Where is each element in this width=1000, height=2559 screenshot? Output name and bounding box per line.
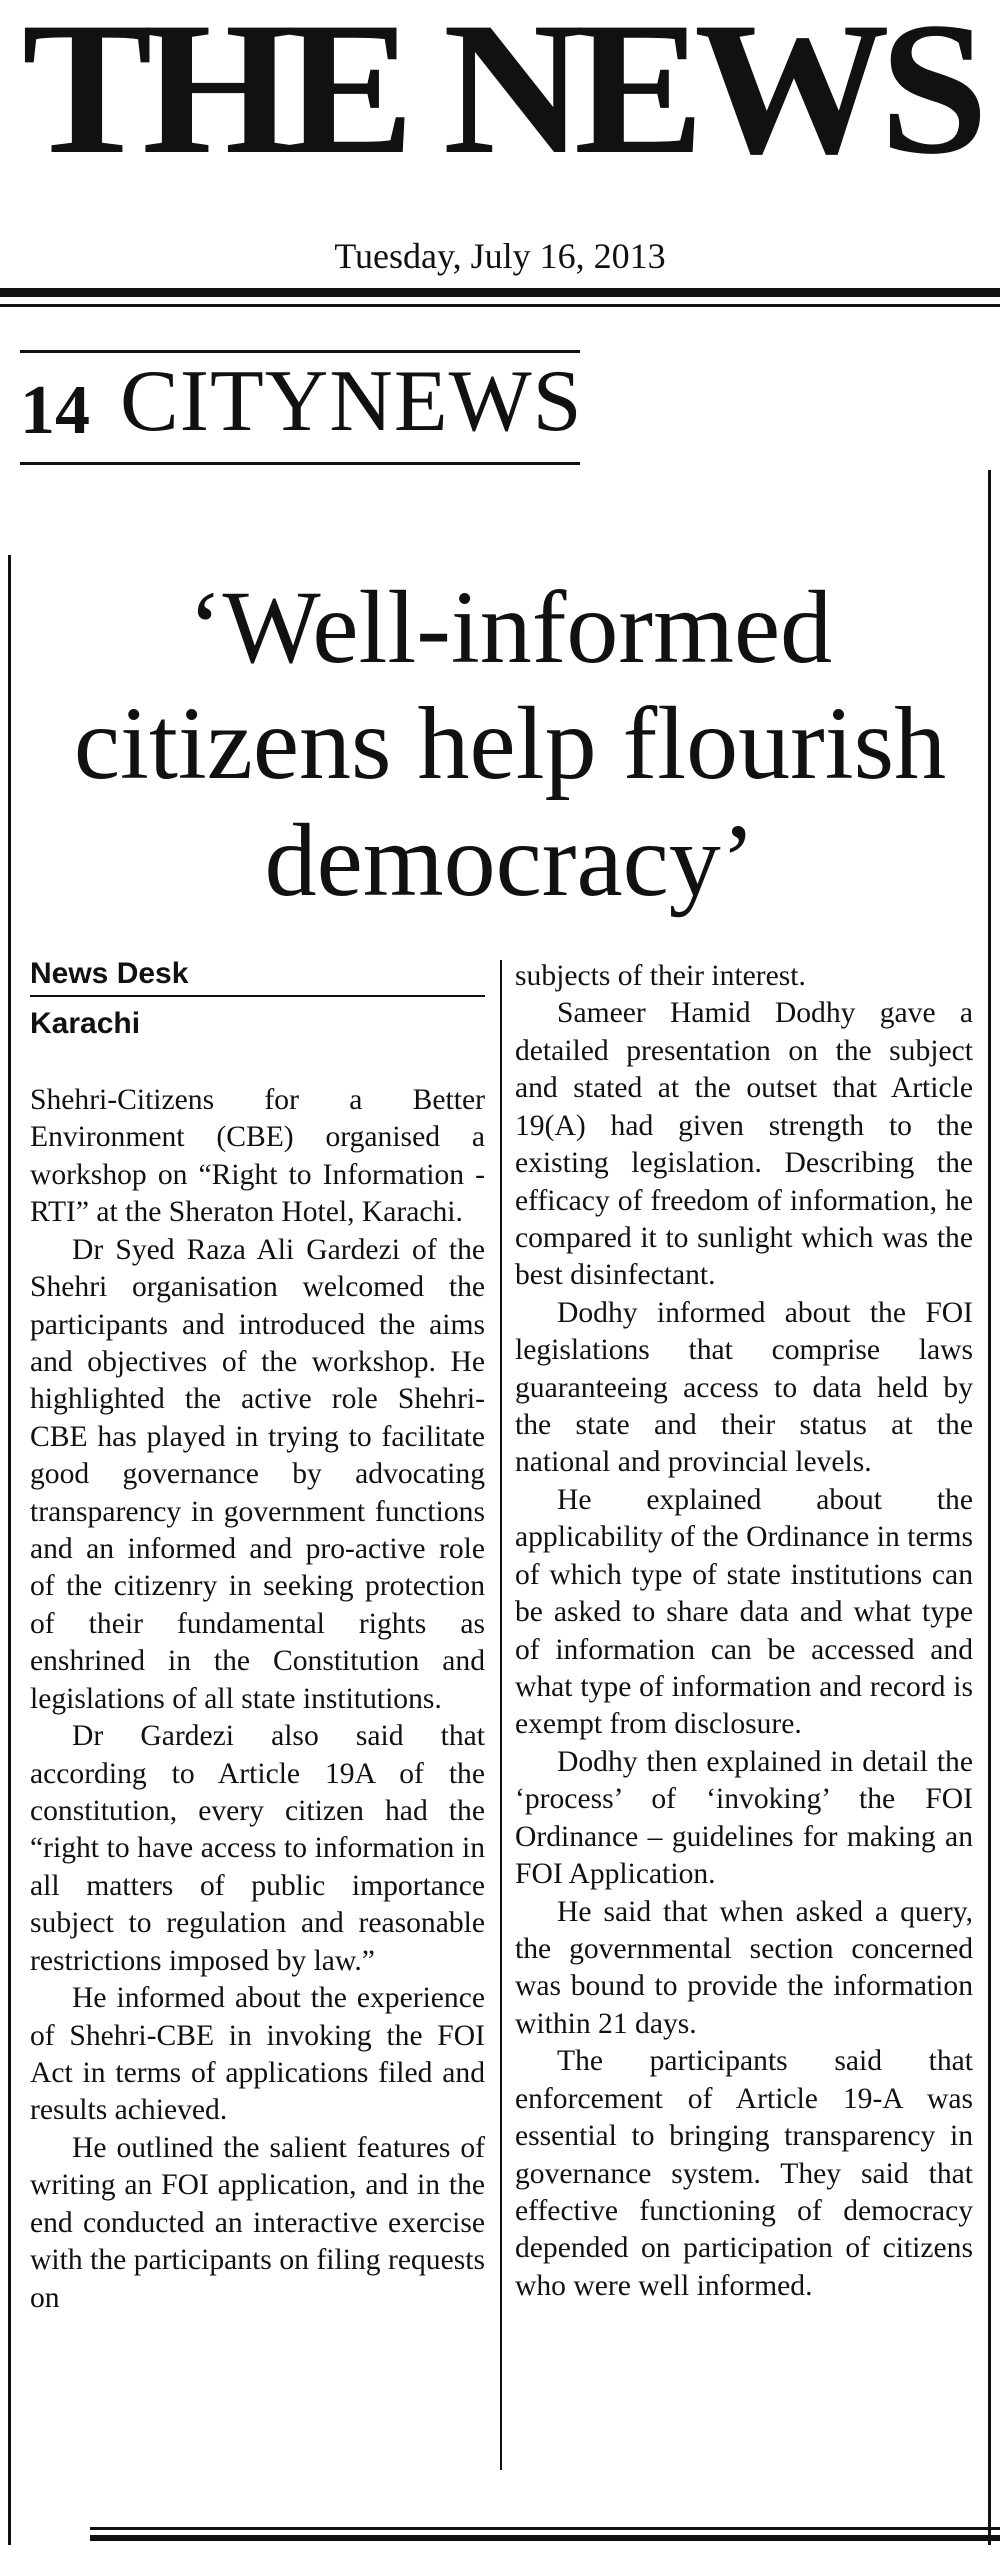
paragraph: Dodhy then explained in detail the ‘process’ of ‘invoking’ the FOI Ordinance – guidelines for making an FOI Application. (515, 1745, 973, 1891)
byline-location: Karachi (30, 1006, 141, 1040)
byline-spacer (30, 1042, 485, 1082)
paragraph: The participants said that enforcement of Article 19-A was essential to bringing transparency in governance system. They said that effective functioning of democracy depended on participation of citizens who were well informed. (515, 2045, 973, 2302)
masthead-rule-thin (0, 304, 1000, 307)
footer-rule-thin (90, 2527, 1000, 2530)
paragraph: Dr Gardezi also said that according to Article 19A of the constitution, every citizen had the “right to have access to information in all matters of public importance subject to regulation and reasonable restrictions imposed by law.” (30, 1720, 485, 1977)
section-header (20, 350, 583, 470)
paragraph: Shehri-Citizens for a Better Environment (CBE) organised a workshop on “Right to Information - RTI” at the Sheraton Hotel, Karachi. (30, 1084, 485, 1229)
article-frame-left (8, 555, 11, 2545)
paragraph: He informed about the experience of Shehri-CBE in invoking the FOI Act in terms of applications filed and results achieved. (30, 1982, 485, 2127)
article-column-right (515, 958, 973, 2305)
paragraph: He explained about the applicability of the Ordinance in terms of which type of state institutions can be asked to share data and what type of information can be accessed and what type of information and record is exempt from disclosure. (515, 1483, 973, 1741)
article-headline: ‘Well-informed citizens help flourish democracy’ (73, 570, 947, 918)
masthead-rule-thick (0, 288, 1000, 297)
newspaper-title: THE NEWS (21, 0, 979, 194)
paragraph: Sameer Hamid Dodhy gave a detailed presentation on the subject and stated at the outset that Article 19(A) had given strength to the existing legislation. Describing the efficacy of freedom of information, he compared it to sunlight which was the best disinfectant. (515, 997, 973, 1292)
paragraph: Dodhy informed about the FOI legislations that comprise laws guaranteeing access to data held by the state and their status at the national and provincial levels. (515, 1296, 973, 1479)
column-divider (500, 960, 502, 2470)
page-number: 14 (20, 372, 90, 449)
article-frame-right (988, 470, 991, 2545)
paragraph: He said that when asked a query, the governmental section concerned was bound to provide the information within 21 days. (515, 1895, 973, 2040)
masthead (0, 0, 1000, 230)
section-name: CITYNEWS (120, 353, 583, 450)
paragraph: He outlined the salient features of writing an FOI application, and in the end conducted an interactive exercise with the participants on filing requests on (30, 2131, 485, 2314)
byline-author: News Desk (30, 957, 189, 990)
section-rule-bottom (20, 462, 580, 465)
article-column-left (30, 955, 485, 2317)
paragraph: Dr Syed Raza Ali Gardezi of the Shehri organisation welcomed the participants and introduced the aims and objectives of the workshop. He highlighted the active role Shehri-CBE has played in trying to facilitate good governance by advocating transparency in government functions and an informed and pro-active role of the citizenry in seeking protection of their fundamental rights as enshrined in the Constitution and legislations of all state institutions. (30, 1233, 485, 1715)
byline-rule (30, 995, 485, 997)
footer-rule-thick (90, 2535, 1000, 2541)
issue-date: Tuesday, July 16, 2013 (334, 236, 666, 276)
paragraph-continuation: subjects of their interest. (515, 960, 806, 992)
